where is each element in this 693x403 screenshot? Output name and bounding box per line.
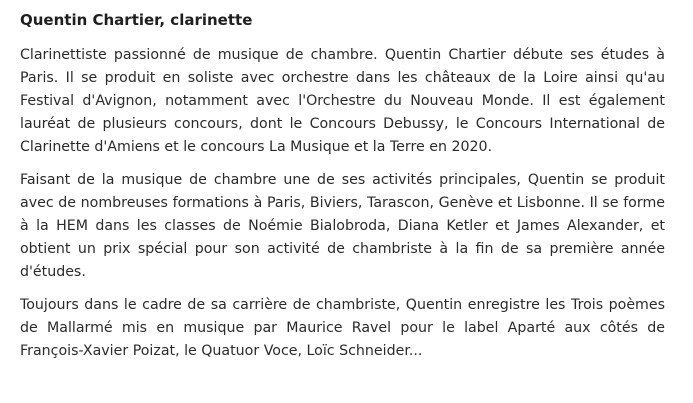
- bio-paragraph-3: Toujours dans le cadre de sa carrière de chambriste, Quentin enregistre les Trois poèmes de Mallarmé mis en musique par Maurice Ravel pour le label Aparté aux côtés de François-Xavier Poizat, le Quatuor Voce, Loïc Schneider...: [20, 297, 665, 359]
- bio-paragraph-2: Faisant de la musique de chambre une de ses activités principales, Quentin se produit avec de nombreuses formations à Paris, Biviers, Tarascon, Genève et Lisbonne. Il se forme à la HEM dans les classes de Noémie Bialobroda, Diana Ketler et James Alexander, et obtient un prix spécial pour son activité de chambriste à la fin de sa première année d'études.: [20, 172, 665, 280]
- page-title: Quentin Chartier, clarinette: [20, 11, 253, 29]
- bio-paragraph-1: Clarinettiste passionné de musique de chambre. Quentin Chartier débute ses études à Paris. Il se produit en soliste avec orchestre dans les châteaux de la Loire ainsi qu'au Festival d'Avignon, notamment avec l'Orchestre du Nouveau Monde. Il est également lauréat de plusieurs concours, dont le Concours Debussy, le Concours International de Clarinette d'Amiens et le concours La Musique et la Terre en 2020.: [20, 47, 665, 155]
